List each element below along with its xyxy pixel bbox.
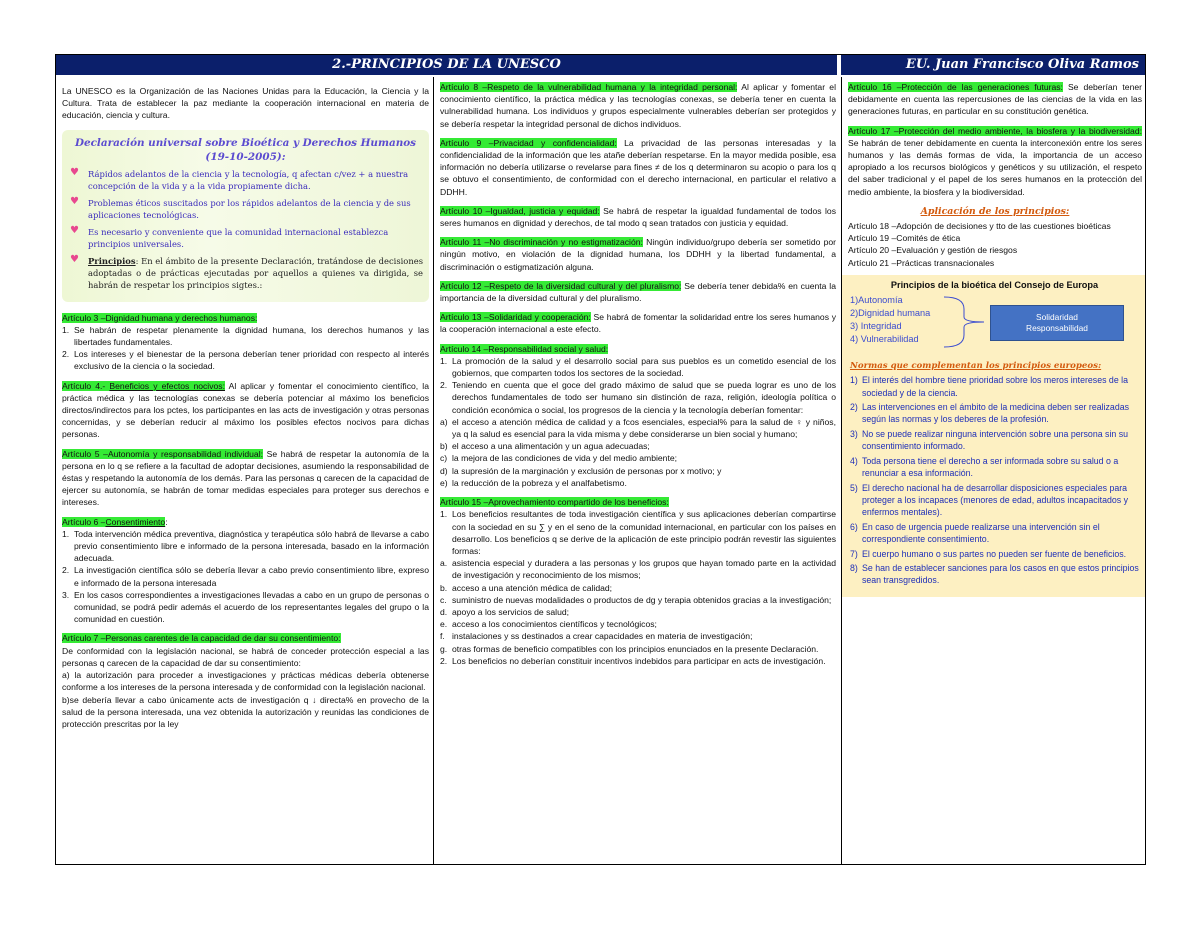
unesco-intro: La UNESCO es la Organización de las Naciones Unidas para la Educación, la Ciencia y la Cultura. Trata de establecer la paz mediante la cooperación internacional en materia de educación, ciencia y cultura. bbox=[62, 86, 429, 121]
list-item: 2) Las intervenciones en el ámbito de la medicina deben ser realizadas según las normas y los deberes de la profesión. bbox=[850, 402, 1129, 425]
list-item: 1)Autonomía bbox=[850, 295, 903, 306]
article-5: Artículo 5 –Autonomía y responsabilidad individual: Se habrá de respetar la autonomía de la persona en lo q se refiere a la facultad de adoptar decisiones, asumiendo la responsabilidad de éstas y respetando la autonomía de los demás. Para las personas q carecen de la capacidad de ejercer su autonomía, se habrán de tomar medidas especiales para proteger sus derechos e intereses. bbox=[62, 448, 429, 508]
list-item: 1. La promoción de la salud y el desarrollo social para sus pueblos es un cometido esencial de los gobiernos, que comparten todos los sectores de la sociedad. bbox=[440, 355, 836, 379]
article-heading: Artículo 16 –Protección de las generaciones futuras: bbox=[848, 82, 1063, 92]
heart-icon: ♥ bbox=[70, 253, 79, 265]
list-item: e. acceso a los conocimientos científicos y tecnológicos; bbox=[440, 619, 657, 630]
list-item: 5) El derecho nacional ha de desarrollar disposiciones especiales para proteger a los incapaces (menores de edad, adultos incapacitados y enfermos mentales). bbox=[850, 482, 1129, 518]
article-8: Artículo 8 –Respeto de la vulnerabilidad humana y la integridad personal: Al aplicar y fomentar el conocimiento científico, la práctica médica y las tecnologías conexas, se debería tener en cuenta la vulnerabilidad humana. Los individuos y grupos especialmente vulnerables deberían ser protegidos y se debería respetar la integridad personal de dichos individuos. bbox=[440, 82, 836, 129]
list-item: Artículo 20 –Evaluación y gestión de riesgos bbox=[848, 245, 1018, 256]
application-title: Aplicación de los principios: bbox=[920, 205, 1070, 217]
article-15 bbox=[440, 496, 836, 667]
article-heading: Artículo 7 –Personas carentes de la capacidad de dar su consentimiento: bbox=[62, 633, 341, 644]
article-4: Artículo 4.- Beneficios y efectos nocivos: Al aplicar y fomentar el conocimiento científico, la práctica médica y las tecnologías conexas se debería potenciar al máximo los beneficios directos/indirectos para los pctes, los participantes en las acts de investigación y otras personas concernidas, y se deberían reducir al máximo los posibles efectos nocivos para dichas personas. bbox=[62, 380, 429, 440]
list-item: 4) Vulnerabilidad bbox=[850, 334, 919, 345]
list-item: Artículo 18 –Adopción de decisiones y tto de las cuestiones bioéticas bbox=[848, 221, 1111, 232]
list-item: c) la mejora de las condiciones de vida y del medio ambiente; bbox=[440, 453, 677, 464]
list-item: 1. Los beneficios resultantes de toda investigación científica y sus aplicaciones deberían compartirse con la sociedad en su ∑ y en el seno de la comunidad internacional, en particular con los países en desarrollo. Los beneficios q se derive de la aplicación de este principio podrán revestir las siguientes formas: bbox=[440, 509, 836, 556]
article-heading: Artículo 14 –Responsabilidad social y salud: bbox=[440, 343, 609, 354]
list-item: 3) Integridad bbox=[850, 321, 902, 332]
solidarity-box: Solidaridad Responsabilidad bbox=[990, 305, 1124, 341]
list-item: b. acceso a una atención médica de calidad; bbox=[440, 582, 613, 593]
article-heading: Beneficios y efectos nocivos: bbox=[109, 380, 225, 391]
list-item: 2)Dignidad humana bbox=[850, 308, 931, 319]
list-item: 1. Se habrán de respetar plenamente la dignidad humana, los derechos humanos y las libertades fundamentales. bbox=[62, 324, 429, 348]
list-item: e) la reducción de la pobreza y el analfabetismo. bbox=[440, 477, 627, 488]
article-16: Artículo 16 –Protección de las generaciones futuras: Se deberían tener debidamente en cuenta las repercusiones de las ciencias de la vida en las generaciones futuras, en particular en su constitución genética. bbox=[848, 82, 1142, 117]
article-heading: Artículo 5 –Autonomía y responsabilidad individual: bbox=[62, 448, 264, 459]
article-12: Artículo 12 –Respeto de la diversidad cultural y del pluralismo: Se debería tener debida% en cuenta la importancia de la diversidad cultural y del pluralismo. bbox=[440, 280, 836, 304]
article-17: Artículo 17 –Protección del medio ambiente, la biosfera y la biodiversidad: Se habrán de tener debidamente en cuenta la interconexión entre los seres humanos y las demás formas de vida, la importancia de un acceso apropiado a los recursos biológicos y genéticos y su utilización, el respeto del saber tradicional y el papel de los seres humanos en la protección del medio ambiente, la biosfera y la biodiversidad. bbox=[848, 125, 1142, 197]
list-item: 7) El cuerpo humano o sus partes no pueden ser fuente de beneficios. bbox=[850, 548, 1127, 559]
list-item: ♥ Rápidos adelantos de la ciencia y la tecnología, q afectan c/vez + a nuestra concepción de la vida y a la vida propiamente dicha. bbox=[70, 166, 409, 191]
list-item: 2. Teniendo en cuenta que el goce del grado máximo de salud que se pueda lograr es uno de los derechos fundamentales de todo ser humano sin distinción de raza, religión, ideología política o condición económica o social, los progresos de la ciencia y la tecnología deberían fomentar: bbox=[440, 380, 836, 415]
list-item: 1) El interés del hombre tiene prioridad sobre los meros intereses de la sociedad y de la ciencia. bbox=[850, 375, 1128, 398]
article-heading: Consentimiento bbox=[105, 516, 166, 527]
article-7: Artículo 7 –Personas carentes de la capacidad de dar su consentimiento: De conformidad con la legislación nacional, se habrá de conceder protección especial a las personas q carecen de la capacidad de dar su consentimiento: a) la autorización para proceder a investigaciones y prácticas médicas debería obtenerse conforme a los intereses de la persona interesada y de conformidad con la legislación nacional. b)se debería llevar a cabo únicamente acts de investigación q ↓ directa% en provecho de la salud de la persona interesada, una vez obtenida la autorización y reunidas las condiciones de protección prescritas por la ley bbox=[62, 633, 429, 729]
article-6: Artículo 6 –Consentimiento: 1. Toda intervención médica preventiva, diagnóstica y terapéutica sólo habrá de llevarse a cabo previo consentimiento libre e informado de la persona interesada, basado en la información adecuada. 2. La investigación científica sólo se debería llevar a cabo previo consentimiento libre, expreso e informado de la persona interesada 3. En los casos correspondientes a investigaciones llevadas a cabo en un grupo de personas o comunidad, se podrá pedir además el acuerdo de los representantes legales del grupo o la comunidad en cuestión. bbox=[62, 516, 429, 625]
author-name: EU. Juan Francisco Oliva Ramos bbox=[841, 55, 1145, 75]
article-3 bbox=[62, 312, 429, 373]
list-item: b)se debería llevar a cabo únicamente acts de investigación q ↓ directa% en provecho de la salud de la persona interesada, una vez obtenida la autorización y reunidas las condiciones de protección prescritas por la ley bbox=[62, 694, 429, 729]
list-item: 3) No se puede realizar ninguna intervención sobre una persona sin su consentimiento informado. bbox=[850, 428, 1129, 452]
list-item: ♥ Principios: En el ámbito de la presente Declaración, tratándose de decisiones adoptadas o de prácticas ejecutadas por aquellos a quienes va dirigida, se habrán de respetar los principios sigtes.: bbox=[70, 253, 423, 290]
article-heading: Artículo 15 –Aprovechamiento compartido de los beneficios: bbox=[440, 497, 669, 508]
declaration-box bbox=[62, 130, 429, 302]
article-13: Artículo 13 –Solidaridad y cooperación: Se habrá de fomentar la solidaridad entre los seres humanos y la cooperación internacional a este efecto. bbox=[440, 312, 836, 335]
brace-connector bbox=[942, 295, 988, 349]
page-title: 2.-PRINCIPIOS DE LA UNESCO bbox=[56, 55, 839, 75]
list-item: Artículo 19 –Comités de ética bbox=[848, 233, 961, 244]
heart-icon: ♥ bbox=[70, 195, 79, 207]
list-item: d) la supresión de la marginación y exclusión de personas por x motivo; y bbox=[440, 465, 722, 476]
declaration-title: Declaración universal sobre Bioética y Derechos Humanos (19-10-2005): bbox=[74, 136, 417, 163]
article-heading: Artículo 8 –Respeto de la vulnerabilidad humana y la integridad personal: bbox=[440, 82, 738, 92]
list-item: Artículo 21 –Prácticas transnacionales bbox=[848, 257, 995, 268]
column-1 bbox=[56, 77, 432, 864]
article-heading: Artículo 3 –Dignidad humana y derechos humanos: bbox=[62, 312, 258, 323]
article-heading: Artículo 12 –Respeto de la diversidad cultural y del pluralismo: bbox=[440, 280, 682, 291]
list-item: 3. En los casos correspondientes a investigaciones llevadas a cabo en un grupo de personas o comunidad, se podrá pedir además el acuerdo de los representantes legales del grupo o la comunidad en cuestión. bbox=[62, 589, 429, 625]
article-heading: Artículo 13 –Solidaridad y cooperación: bbox=[440, 312, 591, 323]
list-item: a. asistencia especial y duradera a las personas y los grupos que hayan tomado parte en la actividad de investigación y reconocimiento de los mismos; bbox=[440, 558, 836, 581]
heart-icon: ♥ bbox=[70, 166, 79, 178]
list-item: 2. Los beneficios no deberían constituir incentivos indebidos para participar en acts de investigación. bbox=[440, 655, 826, 666]
article-9: Artículo 9 –Privacidad y confidencialidad: La privacidad de las personas interesadas y la confidencialidad de la información que les atañe deberían respetarse. En la mayor medida posible, esa información no debería utilizarse o revelarse para fines ≠ de los q determinaron su acopio o para los q se obtuvo el consentimiento, de conformidad con el derecho internacional, en particular el relativo a DDHH. bbox=[440, 137, 836, 197]
council-of-europe-box bbox=[842, 275, 1145, 354]
list-item: a) el acceso a atención médica de calidad y a fcos esenciales, especial% para la salud de ♀ y niños, ya q la salud es esencial para la vida misma y debe considerarse un bien social y humano; bbox=[440, 416, 836, 440]
column-3 bbox=[841, 77, 1145, 864]
list-item: 4) Toda persona tiene el derecho a ser informada sobre su salud o a renunciar a esa información. bbox=[850, 455, 1119, 479]
coe-title: Principios de la bioética del Consejo de Europa bbox=[890, 279, 1099, 290]
norms-title: Normas que complementan los principios europeos: bbox=[850, 361, 1102, 372]
summary-sheet bbox=[55, 54, 1146, 865]
list-item: d. apoyo a los servicios de salud; bbox=[440, 606, 570, 617]
article-14 bbox=[440, 343, 836, 489]
norms-box bbox=[842, 354, 1145, 597]
column-2 bbox=[433, 77, 839, 864]
list-item: 6) En caso de urgencia puede realizarse una intervención sin el correspondiente consentimiento. bbox=[850, 521, 1100, 545]
list-item: ♥ Problemas éticos suscitados por los rápidos adelantos de la ciencia y de sus aplicaciones tecnológicas. bbox=[70, 195, 411, 220]
article-heading: Artículo 11 –No discriminación y no estigmatización: bbox=[440, 237, 643, 248]
list-item: 2. La investigación científica sólo se debería llevar a cabo previo consentimiento libre, expreso e informado de la persona interesada bbox=[62, 565, 429, 588]
list-item: 8) Se han de establecer sanciones para los casos en que estos principios sean transgredidos. bbox=[850, 562, 1139, 586]
list-item: b) el acceso a una alimentación y un agua adecuadas; bbox=[440, 441, 650, 452]
article-heading: Artículo 9 –Privacidad y confidencialidad: bbox=[440, 137, 617, 148]
list-item: 2. Los intereses y el bienestar de la persona deberían tener prioridad con respecto al interés exclusivo de la ciencia o la sociedad. bbox=[62, 349, 429, 372]
article-11: Artículo 11 –No discriminación y no estigmatización: Ningún individuo/grupo debería ser sometido por ningún motivo, en violación de la dignidad humana, los DDHH y la libertad fundamental, a discriminación o estigmatización alguna. bbox=[440, 237, 836, 272]
list-item: g. otras formas de beneficio compatibles con los principios enunciados en la presente Declaración. bbox=[440, 643, 819, 654]
list-item: a) la autorización para proceder a investigaciones y prácticas médicas debería obtenerse conforme a los intereses de la persona interesada y de conformidad con la legislación nacional. bbox=[62, 670, 429, 693]
list-item: f. instalaciones y ss destinados a crear capacidades en materia de investigación; bbox=[440, 631, 753, 642]
list-item: 1. Toda intervención médica preventiva, diagnóstica y terapéutica sólo habrá de llevarse a cabo previo consentimiento libre e informado de la persona interesada, basado en la información adecuada. bbox=[62, 528, 429, 564]
list-item: ♥ Es necesario y conveniente que la comunidad internacional establezca principios universales. bbox=[70, 224, 389, 249]
article-10: Artículo 10 –Igualdad, justicia y equidad: Se habrá de respetar la igualdad fundamental de todos los seres humanos en dignidad y derechos, de tal modo q sean tratados con justicia y equidad. bbox=[440, 205, 836, 229]
article-heading: Artículo 17 –Protección del medio ambiente, la biosfera y la biodiversidad: bbox=[848, 125, 1142, 136]
list-item: c. suministro de nuevas modalidades o productos de dg y terapia obtenidos gracias a la investigación; bbox=[440, 594, 832, 605]
heart-icon: ♥ bbox=[70, 224, 79, 236]
article-heading: Artículo 10 –Igualdad, justicia y equidad: bbox=[440, 205, 600, 216]
